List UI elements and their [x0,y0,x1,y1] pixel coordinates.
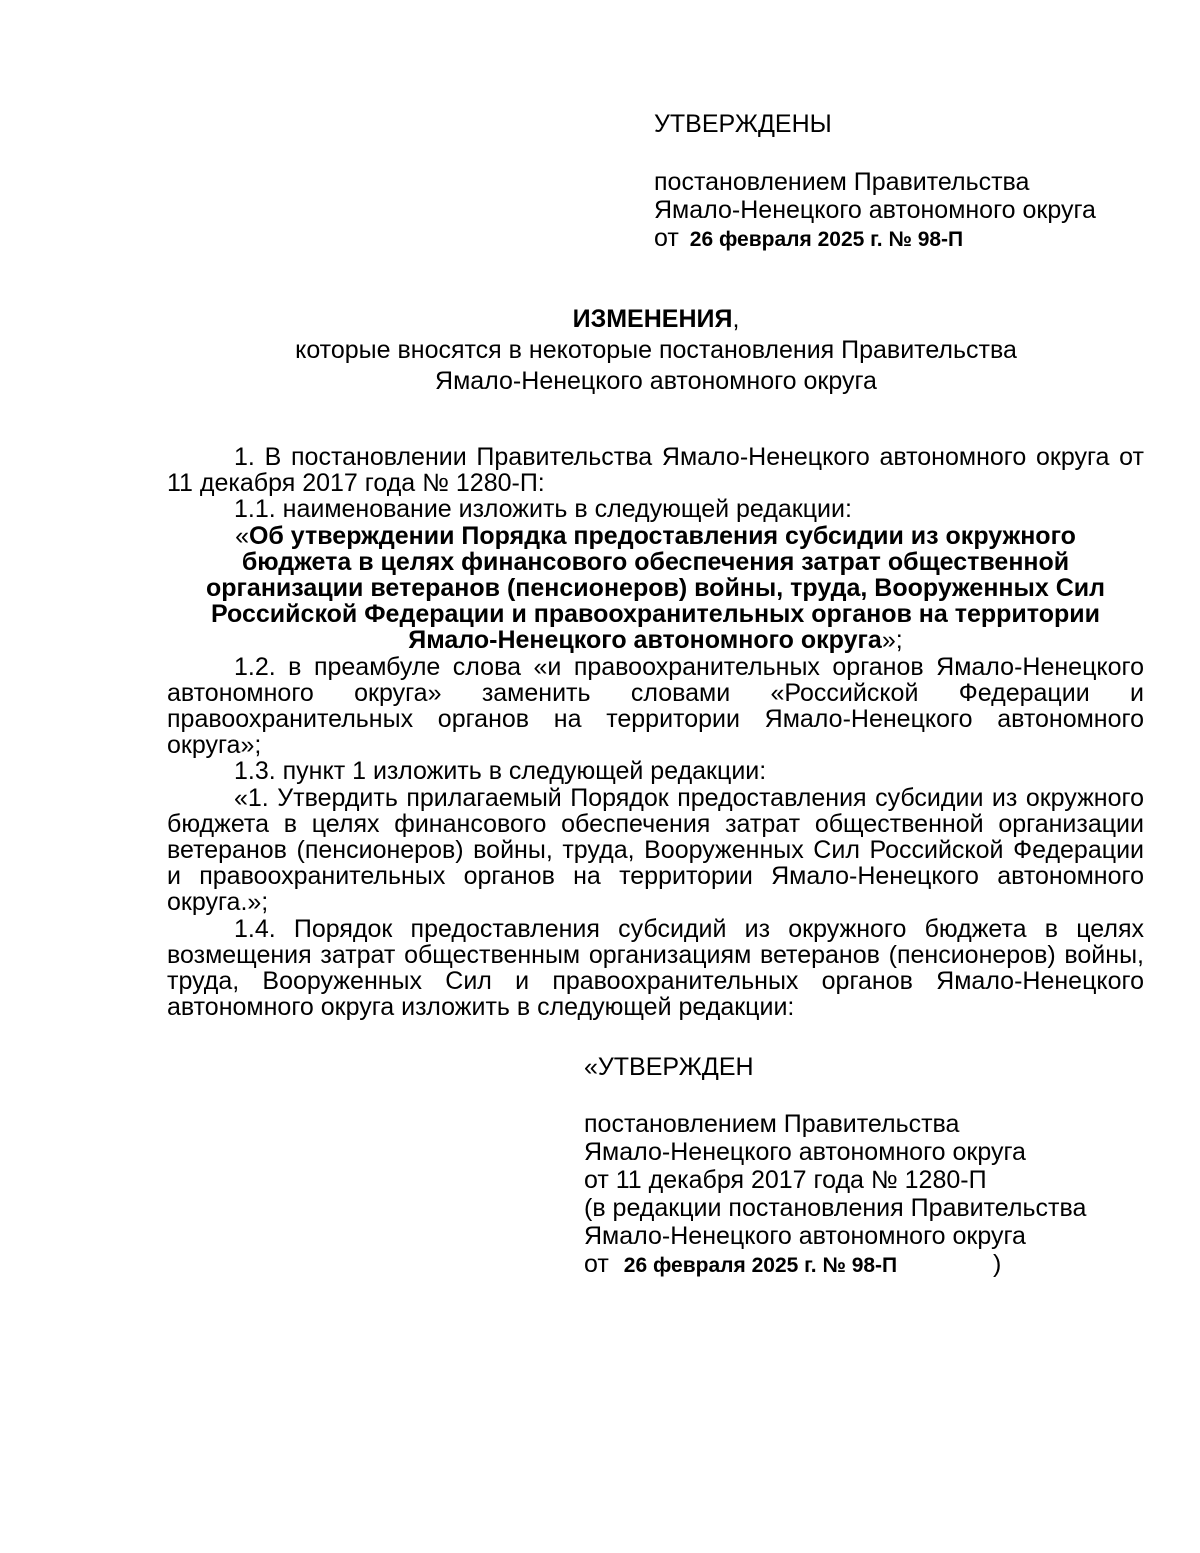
approval-2-heading: «УТВЕРЖДЕН [584,1053,754,1081]
approval-2-from: от [584,1250,609,1278]
title-comma: , [732,305,740,333]
approval-line-1: постановлением Правительства [654,168,1030,196]
approval-block [654,110,1194,138]
paragraph-1-1-title [167,523,1144,654]
paragraph-1-3-quote: «1. Утвердить прилагаемый Порядок предоставления субсидии из окружного бюджета в целях финансового обеспечения затрат общественной организации ветеранов (пенсионеров) войны, труда, Вооруженных Сил Российской Федерации и правоохранительных органов на территории Ямало-Ненецкого автономного округа.»; [167,783,1144,917]
approval-2-details [584,1110,1144,1280]
approval-from: от [654,224,679,252]
paragraph-1-2: 1.2. в преамбуле слова «и правоохранительных органов Ямало-Ненецкого автономного округа» заменить словами «Российской Федерации и правоохранительных органов на территории Ямало-Ненецкого автономного округа»; [167,652,1144,760]
approval-2-line-1: постановлением Правительства [584,1110,960,1138]
title-heading: ИЗМЕНЕНИЯ [572,305,733,333]
approval-line-2: Ямало-Ненецкого автономного округа [654,196,1096,224]
approval-details [654,168,1194,254]
paragraph-1-4: 1.4. Порядок предоставления субсидий из окружного бюджета в целях возмещения затрат общественным организациям ветеранов (пенсионеров) войны, труда, Вооруженных Сил и правоохранительных органов Ямало-Ненецкого автономного округа изложить в следующей редакции: [167,914,1144,1022]
approval-2-heading-block [584,1053,1144,1081]
title-line-1: которые вносятся в некоторые постановления Правительства [295,336,1017,364]
approval-2-line-3: от 11 декабря 2017 года № 1280-П [584,1166,987,1194]
approval-2-line-5: Ямало-Ненецкого автономного округа [584,1222,1026,1250]
approval-heading: УТВЕРЖДЕНЫ [654,110,832,138]
document-title [0,304,1200,397]
new-title-text: Об утверждении Порядка предоставления субсидии из окружного бюджета в целях финансового обеспечения затрат общественной организации ветеранов (пенсионеров) войны, труда, Вооруженных Сил Российской Федерации и правоохранительных органов на территории Ямало-Ненецкого автономного округа [205,521,1106,655]
paragraph-1-3: 1.3. пункт 1 изложить в следующей редакции: [234,757,767,786]
approval-date-line [654,224,1194,254]
approval-2-line-2: Ямало-Ненецкого автономного округа [584,1138,1026,1166]
approval-2-date-number: 26 февраля 2025 г. № 98-П [623,1254,898,1277]
paragraph-1: 1. В постановлении Правительства Ямало-Ненецкого автономного округа от 11 декабря 2017 года № 1280-П: [167,443,1144,498]
title-line-2: Ямало-Ненецкого автономного округа [435,367,877,395]
paragraph-1-1: 1.1. наименование изложить в следующей редакции: [234,495,852,524]
approval-date-number: 26 февраля 2025 г. № 98-П [689,228,964,251]
approval-2-close: ) [993,1250,1002,1278]
quote-close: »; [881,626,903,655]
quote-open: « [235,521,249,550]
approval-2-line-4: (в редакции постановления Правительства [584,1194,1087,1222]
approval-2-date-line [584,1250,1144,1280]
document-body [167,444,1144,1020]
